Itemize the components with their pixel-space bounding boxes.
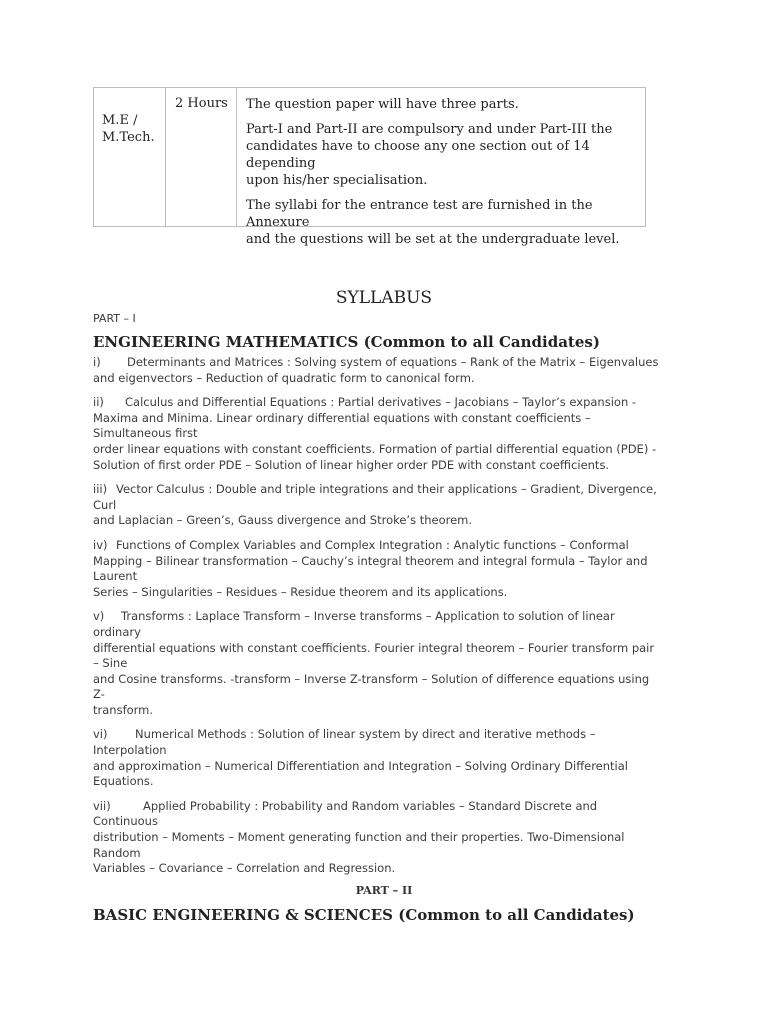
- item-line: Continuous: [93, 814, 158, 829]
- item-line: and approximation – Numerical Differentiation and Integration – Solving Ordinary Differential: [93, 758, 628, 773]
- item-line: Determinants and Matrices : Solving system of equations – Rank of the Matrix – Eigenvalues: [127, 355, 659, 369]
- item-line: Z-: [93, 687, 105, 702]
- exam-pattern-table: [93, 87, 646, 247]
- degree-cell: [94, 88, 166, 226]
- part-1-label: PART – I: [93, 312, 136, 325]
- item-line: Variables – Covariance – Correlation and Regression.: [93, 861, 396, 876]
- desc-p2-line-1: Part-I and Part-II are compulsory and under Part-III the: [246, 122, 613, 137]
- part-1-heading-main: ENGINEERING MATHEMATICS: [93, 333, 359, 351]
- part-2-label: PART – II: [355, 884, 413, 897]
- syllabus-item-i: [93, 355, 673, 386]
- item-line: ordinary: [93, 624, 141, 639]
- item-number: ii): [93, 395, 104, 410]
- item-line: Maxima and Minima. Linear ordinary differential equations with constant coefficients –: [93, 410, 591, 425]
- description-paragraph-2: [246, 121, 637, 189]
- item-line: Solution of first order PDE – Solution of linear higher order PDE with constant coefficients.: [93, 457, 610, 472]
- item-line: Mapping – Bilinear transformation – Cauchy’s integral theorem and integral formula – Taylor and: [93, 553, 648, 568]
- desc-p3-line-1: The syllabi for the entrance test are furnished in the Annexure: [246, 198, 593, 230]
- part-1-heading: [93, 333, 600, 351]
- item-line: order linear equations with constant coefficients. Formation of partial differential equation (PDE) -: [93, 441, 657, 456]
- desc-p2-line-3: upon his/her specialisation.: [246, 173, 428, 188]
- item-line: Calculus and Differential Equations : Partial derivatives – Jacobians – Taylor’s expansion -: [125, 395, 637, 410]
- degree-line-1: M.E /: [102, 113, 138, 128]
- item-line: Functions of Complex Variables and Complex Integration : Analytic functions – Conformal: [116, 537, 629, 552]
- part-2-heading-main: BASIC ENGINEERING & SCIENCES: [93, 906, 393, 924]
- item-number: v): [93, 609, 105, 624]
- item-line: – Sine: [93, 656, 128, 671]
- desc-p3-line-2: and the questions will be set at the undergraduate level.: [246, 232, 620, 247]
- item-line: differential equations with constant coefficients. Fourier integral theorem – Fourier transform pair: [93, 640, 655, 655]
- syllabus-item-v: [93, 609, 673, 718]
- item-line: and Cosine transforms. -transform – Inverse Z-transform – Solution of difference equations using: [93, 671, 650, 686]
- description-cell: [237, 88, 645, 247]
- syllabus-item-iii: [93, 482, 673, 529]
- desc-p2-line-2: candidates have to choose any one section out of 14 depending: [246, 139, 590, 171]
- item-line: Interpolation: [93, 743, 167, 758]
- item-number: vii): [93, 798, 111, 813]
- item-line: Laurent: [93, 569, 138, 584]
- syllabus-item-vi: [93, 727, 673, 789]
- item-number: iii): [93, 482, 108, 497]
- item-line: and eigenvectors – Reduction of quadratic form to canonical form.: [93, 370, 475, 385]
- item-line: transform.: [93, 702, 154, 717]
- item-line: Transforms : Laplace Transform – Inverse transforms – Application to solution of linear: [121, 609, 615, 624]
- item-line: Simultaneous first: [93, 426, 198, 441]
- item-line: Equations.: [93, 774, 154, 789]
- item-line: and Laplacian – Green’s, Gauss divergence and Stroke’s theorem.: [93, 513, 473, 528]
- item-line: Numerical Methods : Solution of linear system by direct and iterative methods –: [135, 727, 596, 742]
- description-paragraph-3: [246, 197, 637, 248]
- degree-line-2: M.Tech.: [102, 130, 155, 145]
- description-paragraph-1: The question paper will have three parts.: [246, 97, 519, 112]
- syllabus-title: SYLLABUS: [335, 288, 433, 308]
- item-number: i): [93, 355, 101, 369]
- item-number: vi): [93, 727, 108, 742]
- item-line: distribution – Moments – Moment generating function and their properties. Two-Dimensional: [93, 830, 625, 845]
- syllabus-item-vii: [93, 799, 673, 877]
- part-2-heading-sub: (Common to all Candidates): [393, 906, 635, 924]
- syllabus-items: [93, 355, 673, 886]
- part-2-heading: [93, 906, 635, 924]
- item-line: Applied Probability : Probability and Random variables – Standard Discrete and: [143, 798, 598, 813]
- item-line: Vector Calculus : Double and triple integrations and their applications – Gradient, Divergence,: [116, 482, 657, 497]
- item-line: Series – Singularities – Residues – Residue theorem and its applications.: [93, 584, 508, 599]
- syllabus-item-ii: [93, 395, 673, 473]
- part-1-heading-sub: (Common to all Candidates): [358, 333, 600, 351]
- item-line: Random: [93, 845, 141, 860]
- item-number: iv): [93, 537, 108, 552]
- duration-cell: 2 Hours: [166, 88, 237, 226]
- syllabus-item-iv: [93, 538, 673, 600]
- item-line: Curl: [93, 497, 117, 512]
